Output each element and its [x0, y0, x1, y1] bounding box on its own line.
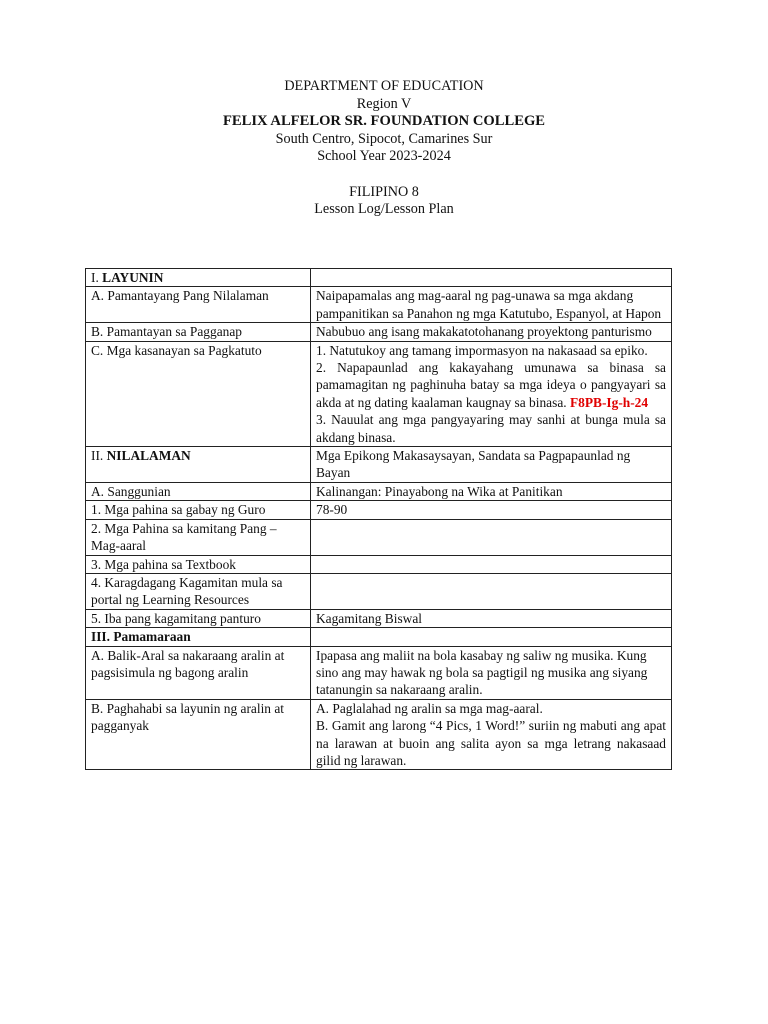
row-label-pamantayang-nilalaman: A. Pamantayang Pang Nilalaman: [86, 287, 311, 323]
school-year: School Year 2023-2024: [317, 148, 451, 165]
row-value-sanggunian: Kalinangan: Pinayabong na Wika at Panitikan: [311, 482, 672, 500]
department-title: DEPARTMENT OF EDUCATION: [284, 78, 484, 94]
row-value-pamantayan-pagganap: Nabubuo ang isang makakatotohanang proyektong panturismo: [311, 323, 672, 341]
table-row: [86, 555, 672, 573]
table-row: [86, 287, 672, 323]
table-row: [86, 482, 672, 500]
table-row: [86, 699, 672, 770]
subject-title: FILIPINO 8: [349, 183, 419, 200]
row-label-textbook: 3. Mga pahina sa Textbook: [86, 555, 311, 573]
table-row: [86, 341, 672, 446]
table-row: [86, 519, 672, 555]
row-value-gabay-guro: 78-90: [311, 501, 672, 519]
row-value-textbook: [311, 555, 672, 573]
row-label-layunin: I. LAYUNIN: [86, 269, 311, 287]
table-row: [86, 269, 672, 287]
table-row: [86, 609, 672, 627]
table-row: [86, 501, 672, 519]
kasanayan-item-2: 2. Napapaunlad ang kakayahang umunawa sa binasa sa pamamagitan ng paghinuha batay sa mga ideya o pangyayari sa akda at ng dating kaalaman kaugnay sa binasa. F8PB-Ig-h-24: [316, 360, 666, 410]
table-row: [86, 323, 672, 341]
row-value-paghahabi: [311, 699, 672, 770]
row-value-pamantayang-nilalaman: Naipapamalas ang mag-aaral ng pag-unawa sa mga akdang pampanitikan sa Panahon ng mga Katutubo, Espanyol, at Hapon: [311, 287, 672, 323]
row-value-pamamaraan: [311, 628, 672, 646]
row-value-kagamitang-mag-aaral: [311, 519, 672, 555]
row-value-kasanayan: [311, 341, 672, 446]
row-label-paghahabi: B. Paghahabi sa layunin ng aralin at pagganyak: [86, 699, 311, 770]
row-value-balik-aral: Ipapasa ang maliit na bola kasabay ng saliw ng musika. Kung sino ang may hawak ng bola sa pagtigil ng musika ang siyang tatanungin sa nakaraang aralin.: [311, 646, 672, 699]
row-value-nilalaman: Mga Epikong Makasaysayan, Sandata sa Pagpapaunlad ng Bayan: [311, 447, 672, 483]
table-row: [86, 573, 672, 609]
paghahabi-item-1: A. Paglalahad ng aralin sa mga mag-aaral.: [316, 700, 543, 716]
row-label-pamantayan-pagganap: B. Pamantayan sa Pagganap: [86, 323, 311, 341]
row-label-balik-aral: A. Balik-Aral sa nakaraang aralin at pagsisimula ng bagong aralin: [86, 646, 311, 699]
table-row: [86, 628, 672, 646]
row-label-karagdagang: 4. Karagdagang Kagamitan mula sa portal ng Learning Resources: [86, 573, 311, 609]
lesson-plan-table: [85, 268, 672, 770]
row-label-iba-pang: 5. Iba pang kagamitang panturo: [86, 609, 311, 627]
paghahabi-item-2: B. Gamit ang larong “4 Pics, 1 Word!” suriin ng mabuti ang apat na larawan at buoin ang salita ayon sa mga letrang nakasaad gilid ng larawan.: [316, 718, 666, 768]
competency-code: F8PB-Ig-h-24: [569, 394, 649, 410]
table-row: [86, 646, 672, 699]
row-label-nilalaman: II. NILALAMAN: [86, 447, 311, 483]
college-address: South Centro, Sipocot, Camarines Sur: [275, 130, 493, 147]
row-label-gabay-guro: 1. Mga pahina sa gabay ng Guro: [86, 501, 311, 519]
region-label: Region V: [356, 95, 412, 112]
kasanayan-item-1: 1. Natutukoy ang tamang impormasyon na nakasaad sa epiko.: [316, 342, 648, 358]
row-value-karagdagang: [311, 573, 672, 609]
row-label-kasanayan: C. Mga kasanayan sa Pagkatuto: [86, 341, 311, 446]
row-value-iba-pang: Kagamitang Biswal: [311, 609, 672, 627]
row-label-kagamitang-mag-aaral: 2. Mga Pahina sa kamitang Pang – Mag-aaral: [86, 519, 311, 555]
kasanayan-item-3: 3. Nauulat ang mga pangyayaring may sanhi at bunga mula sa akdang binasa.: [316, 412, 666, 445]
college-name: FELIX ALFELOR SR. FOUNDATION COLLEGE: [222, 113, 546, 130]
row-value-layunin: [311, 269, 672, 287]
document-header: [0, 78, 768, 219]
table-row: [86, 447, 672, 483]
document-type: Lesson Log/Lesson Plan: [314, 201, 454, 218]
row-label-pamamaraan: III. Pamamaraan: [86, 628, 311, 646]
row-label-sanggunian: A. Sanggunian: [86, 482, 311, 500]
